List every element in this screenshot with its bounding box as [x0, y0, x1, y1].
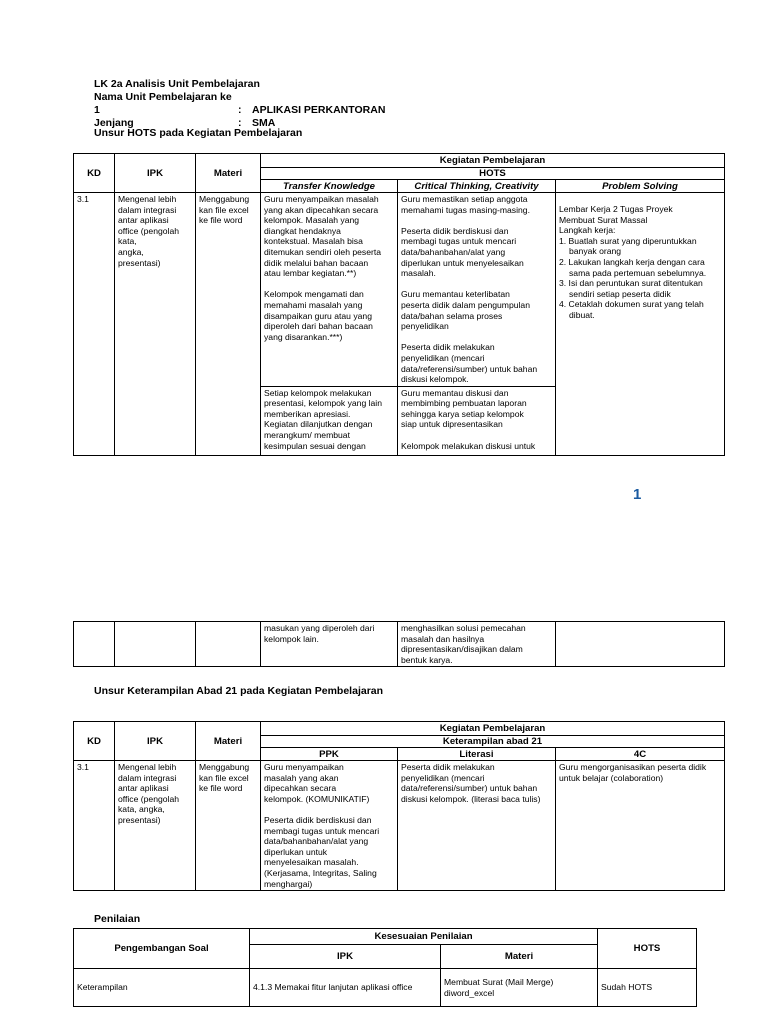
assessment-table: [73, 928, 697, 1007]
cell-materi: Membuat Surat (Mail Merge) diword_excel: [441, 969, 598, 1007]
cell-materi: [196, 622, 261, 667]
hots-table-continuation: [73, 621, 725, 667]
group-keterampilan: Keterampilan abad 21: [261, 736, 725, 748]
unit-name-value: APLIKASI PERKANTORAN: [252, 104, 386, 116]
cell-ipk: Mengenal lebih dalam integrasi antar aplikasi office (pengolah kata, angka, presentasi): [115, 193, 196, 456]
group-hots: HOTS: [261, 168, 725, 180]
problem-steps: [559, 236, 721, 321]
cell-ipk: [115, 622, 196, 667]
col-transfer-knowledge: Transfer Knowledge: [261, 180, 398, 193]
cell-problem-solving: [556, 193, 725, 456]
col-ppk: PPK: [261, 748, 398, 761]
col-materi: Materi: [196, 154, 261, 193]
cell-soal: Keterampilan: [74, 969, 250, 1007]
skills-section-title: Unsur Keterampilan Abad 21 pada Kegiatan Pembelajaran: [94, 685, 384, 697]
col-ipk: IPK: [115, 722, 196, 761]
level-value: SMA: [252, 117, 276, 129]
worksheet-title: LK 2a Analisis Unit Pembelajaran: [94, 78, 260, 90]
cell-critical-2: Guru memantau diskusi dan membimbing pembuatan laporan sehingga karya setiap kelompok siap untuk dipresentasikan Kelompok melakukan diskusi untuk: [398, 386, 556, 455]
group-kegiatan: Kegiatan Pembelajaran: [261, 154, 725, 168]
skills-table: [73, 721, 725, 891]
level-line: Jenjang : SMA: [94, 117, 276, 129]
cell-4c: Guru mengorganisasikan peserta didik untuk belajar (colaboration): [556, 761, 725, 891]
problem-intro: Lembar Kerja 2 Tugas Proyek Membuat Surat Massal Langkah kerja:: [559, 204, 673, 236]
table-row: [74, 761, 725, 891]
col-literasi: Literasi: [398, 748, 556, 761]
table-row: [74, 622, 725, 667]
table-row: [74, 193, 725, 387]
cell-materi: Menggabung kan file excel ke file word: [196, 761, 261, 891]
col-materi: Materi: [196, 722, 261, 761]
col-4c: 4C: [556, 748, 725, 761]
cell-kd: 3.1: [74, 761, 115, 891]
cell-transfer-2: Setiap kelompok melakukan presentasi, kelompok yang lain memberikan apresiasi. Kegiatan dilanjutkan dengan merangkum/ membuat kesimpulan sesuai dengan: [261, 386, 398, 455]
cell-ppk: Guru menyampaikan masalah yang akan dipecahkan secara kelompok. (KOMUNIKATIF) Peserta didik berdiskusi dan membagi tugas untuk mencari data/bahanbahan/alat yang diperlukan untuk menyelesaikan masalah. (Kerjasama, Integritas, Saling menghargai): [261, 761, 398, 891]
hots-table: [73, 153, 725, 456]
cell-hots: Sudah HOTS: [598, 969, 697, 1007]
group-kegiatan: Kegiatan Pembelajaran: [261, 722, 725, 736]
cell-critical-1: Guru memastikan setiap anggota memahami tugas masing-masing. Peserta didik berdiskusi dan membagi tugas untuk mencari data/bahanbahan/alat yang diperlukan untuk menyelesaikan masalah. Guru memantau keterlibatan peserta didik dalam pengumpulan data/bahan selama proses penyelidikan Peserta didik melakukan penyelidikan (mencari data/referensi/sumber) untuk bahan diskusi kelompok.: [398, 193, 556, 387]
col-pengembangan-soal: Pengembangan Soal: [74, 929, 250, 969]
cell-kd: 3.1: [74, 193, 115, 456]
cell-critical-cont: menghasilkan solusi pemecahan masalah dan hasilnya dipresentasikan/disajikan dalam bentuk karya.: [398, 622, 556, 667]
list-item: 2. Lakukan langkah kerja dengan cara sama pada pertemuan sebelumnya.: [559, 256, 707, 278]
cell-materi: Menggabung kan file excel ke file word: [196, 193, 261, 456]
cell-kd: [74, 622, 115, 667]
list-item: 3. Isi dan peruntukan surat ditentukan sendiri setiap peserta didik: [559, 278, 703, 299]
col-materi: Materi: [441, 945, 598, 969]
col-problem-solving: Problem Solving: [556, 180, 725, 193]
col-ipk: IPK: [115, 154, 196, 193]
list-item: 1. Buatlah surat yang diperuntukkan banyak orang: [559, 235, 697, 257]
col-ipk: IPK: [250, 945, 441, 969]
list-item: 4. Cetaklah dokumen surat yang telah dibuat.: [559, 299, 704, 320]
document-header: [94, 78, 385, 130]
table-row: [74, 969, 697, 1007]
page-number: 1: [633, 486, 642, 503]
cell-problem-cont: [556, 622, 725, 667]
cell-transfer-cont: masukan yang diperoleh dari kelompok lain.: [261, 622, 398, 667]
cell-transfer-1: Guru menyampaikan masalah yang akan dipecahkan secara kelompok. Masalah yang diangkat hendaknya kontekstual. Masalah bisa ditemukan sendiri oleh peserta didik melalui bahan bacaan atau lembar kegiatan.**) Kelompok mengamati dan memahami masalah yang disampaikan guru atau yang diperoleh dari bahan bacaan yang disarankan.***): [261, 193, 398, 387]
col-kd: KD: [74, 154, 115, 193]
col-critical-thinking: Critical Thinking, Creativity: [398, 180, 556, 193]
col-kd: KD: [74, 722, 115, 761]
group-kesesuaian: Kesesuaian Penilaian: [250, 929, 598, 945]
cell-ipk: Mengenal lebih dalam integrasi antar aplikasi office (pengolah kata, angka, presentasi): [115, 761, 196, 891]
cell-literasi: Peserta didik melakukan penyelidikan (mencari data/referensi/sumber) untuk bahan diskusi kelompok. (literasi baca tulis): [398, 761, 556, 891]
col-hots: HOTS: [598, 929, 697, 969]
assessment-section-title: Penilaian: [94, 913, 141, 925]
cell-ipk: 4.1.3 Memakai fitur lanjutan aplikasi office: [250, 969, 441, 1007]
unit-name-line: Nama Unit Pembelajaran ke 1 : APLIKASI PERKANTORAN: [94, 91, 386, 116]
hots-section-title: Unsur HOTS pada Kegiatan Pembelajaran: [94, 127, 303, 139]
